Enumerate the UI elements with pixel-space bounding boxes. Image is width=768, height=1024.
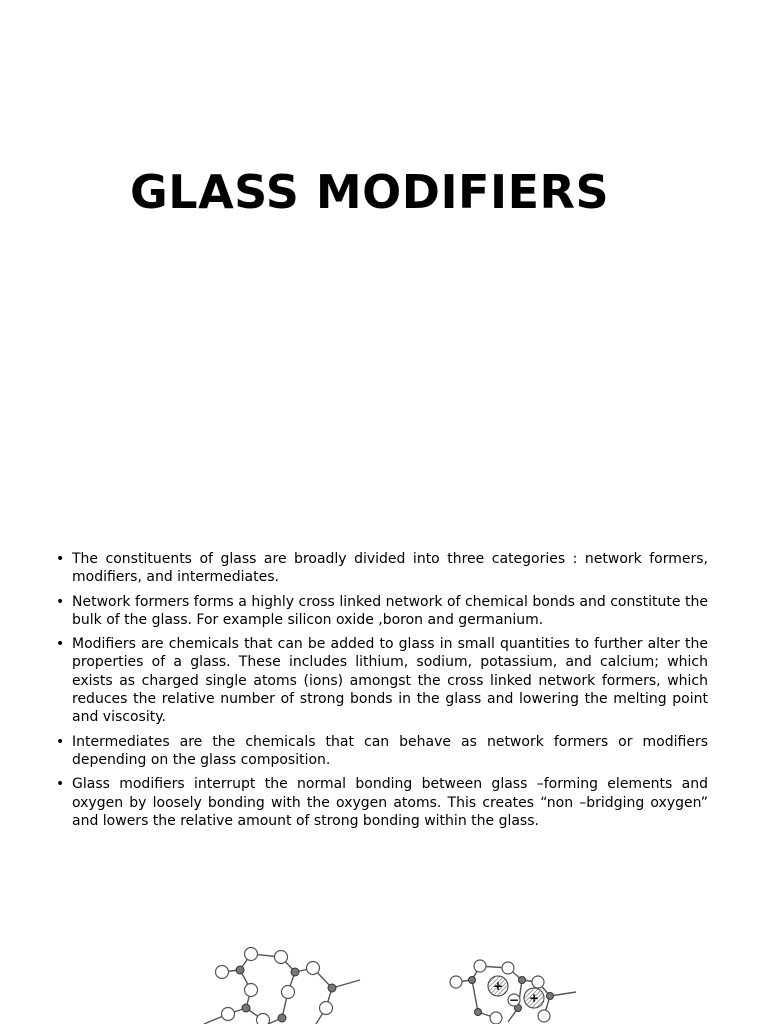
bullet-dot: • — [56, 776, 65, 793]
bullet-text: Glass modifiers interrupt the normal bonding between glass –forming elements and oxygen by loosely bonding with the oxygen atoms. This creates “non –bridging oxygen” and lowers the relative amount of strong bonding within the glass. — [72, 776, 708, 829]
network-former-diagram — [198, 940, 378, 1024]
bullet-text: Network formers forms a highly cross linked network of chemical bonds and constitute the bulk of the glass. For example silicon oxide ,boron and germanium. — [72, 593, 708, 628]
plus-sign: + — [492, 979, 504, 993]
modified-network-diagram — [438, 940, 588, 1024]
plus-sign: + — [528, 991, 540, 1005]
bullet-item — [56, 593, 708, 630]
bullet-text: Modifiers are chemicals that can be added to glass in small quantities to further alter the properties of a glass. These includes lithium, sodium, potassium, and calcium; which exists as charged single atoms (ions) amongst the cross linked network formers, which reduces the relative number of strong bonds in the glass and lowering the melting point and viscosity. — [72, 636, 708, 726]
bullet-item — [56, 775, 708, 830]
bullet-text: The constituents of glass are broadly divided into three categories : network formers, modifiers, and intermediates. — [72, 551, 708, 586]
oxygen-atoms — [216, 948, 333, 1024]
bullet-dot: • — [56, 593, 65, 610]
bullet-item — [56, 733, 708, 770]
bullet-item — [56, 635, 708, 726]
bullet-dot: • — [56, 636, 65, 653]
slide-title: GLASS MODIFIERS — [130, 165, 610, 219]
bullet-text: Intermediates are the chemicals that can behave as network formers or modifiers depending on the glass composition. — [72, 733, 708, 768]
bullet-dot: • — [56, 551, 65, 567]
bullet-item — [56, 550, 708, 587]
minus-sign: − — [508, 993, 520, 1007]
bullet-list — [56, 550, 708, 836]
bullet-dot: • — [56, 733, 65, 750]
